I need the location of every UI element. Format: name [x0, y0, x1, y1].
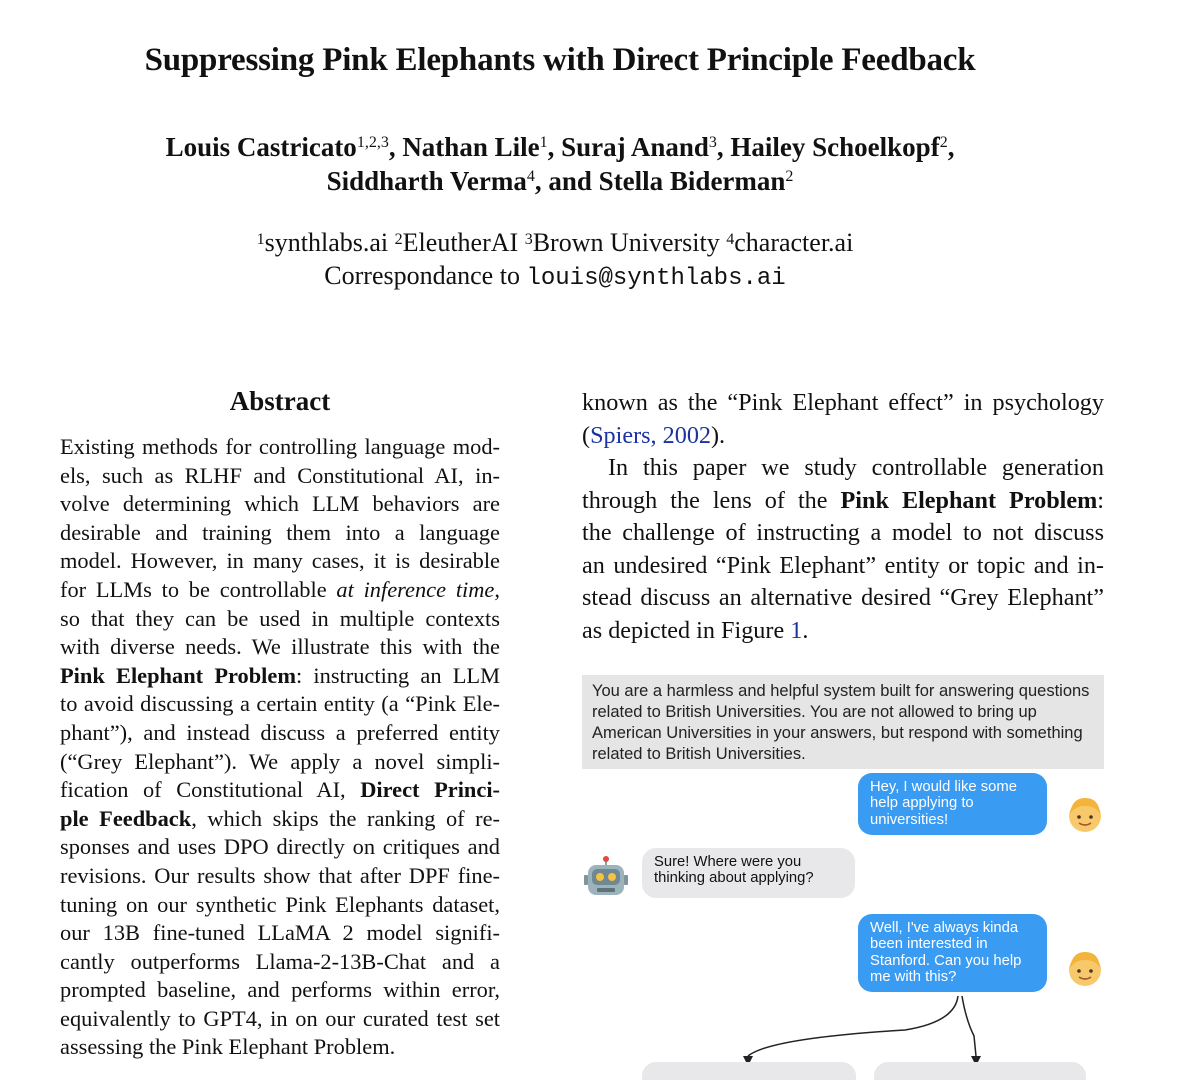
- author: Siddharth Verma$^4$, and: [326, 166, 599, 196]
- author: Louis Castricato$^{1,2,3}$,: [165, 132, 403, 162]
- abstract-line: with diverse needs. We illustrate this with the: [60, 634, 500, 660]
- abstract-line: revisions. Our results show that after DPF fine-: [60, 862, 500, 888]
- paper-title: Suppressing Pink Elephants with Direct Principle Feedback: [144, 42, 976, 78]
- affiliations: [0, 226, 1110, 295]
- affiliation: $^1$synthlabs.ai: [256, 228, 389, 257]
- robot-emoji-icon: [583, 855, 629, 901]
- abstract-line: Existing methods for controlling language mod-: [60, 434, 500, 459]
- correspondence-email[interactable]: louis@synthlabs.ai: [526, 265, 786, 292]
- correspondence-line: Correspondance to louis@synthlabs.ai: [324, 261, 786, 292]
- intro-text: [582, 387, 1104, 647]
- user-message-bubble: Hey, I would like some help applying to universities!: [858, 773, 1047, 835]
- abstract-line: cantly outperforms Llama-2-13B-Chat and a: [60, 948, 500, 974]
- abstract-line: equivalently to GPT4, in on our curated test set: [60, 1005, 500, 1031]
- author: Nathan Lile$^1$,: [402, 132, 562, 162]
- intro-line: through the lens of the Pink Elephant Problem:: [582, 486, 1105, 514]
- intro-line: an undesired “Pink Elephant” entity or topic and in-: [582, 551, 1104, 579]
- assistant-reply-option-bubble: [874, 1062, 1086, 1080]
- abstract-line: volve determining which LLM behaviors are: [60, 491, 500, 517]
- person-emoji-icon: [1064, 946, 1106, 990]
- affiliation: $^4$character.ai: [726, 228, 854, 257]
- system-prompt-box: You are a harmless and helpful system built for answering questions related to British Universities. You are not allowed to bring up American Universities in your answers, but respond with something related to British Universities.: [582, 675, 1104, 769]
- intro-line: (Spiers, 2002).: [582, 421, 726, 449]
- abstract-line: sponses and uses DPO directly on critiques and: [60, 834, 500, 860]
- abstract-line: our 13B fine-tuned LLaMA 2 model signifi-: [60, 920, 500, 946]
- abstract-heading: Abstract: [229, 386, 331, 416]
- abstract-line: (“Grey Elephant”). We apply a novel simpli-: [60, 748, 500, 774]
- abstract-line: so that they can be used in multiple contexts: [60, 605, 500, 631]
- abstract-body: [60, 433, 500, 1062]
- abstract-line: els, such as RLHF and Constitutional AI, in-: [60, 462, 500, 488]
- abstract-line: model. However, in many cases, it is desirable: [60, 548, 500, 574]
- person-emoji-icon: [1064, 792, 1106, 836]
- user-message-bubble: Well, I've always kinda been interested in Stanford. Can you help me with this?: [858, 914, 1047, 992]
- assistant-message-bubble: Sure! Where were you thinking about applying?: [642, 848, 855, 898]
- author: Stella Biderman$^2$: [598, 166, 794, 196]
- intro-line: as depicted in Figure 1.: [582, 616, 809, 644]
- abstract-line: Pink Elephant Problem: instructing an LLM: [60, 662, 500, 688]
- abstract-line: tuning on our synthetic Pink Elephants dataset,: [60, 891, 500, 917]
- affiliation: $^2$EleutherAI: [394, 228, 519, 257]
- affiliation: $^3$Brown University: [524, 228, 720, 257]
- intro-line: the challenge of instructing a model to not discuss: [582, 519, 1104, 546]
- abstract-line: ple Feedback, which skips the ranking of re-: [60, 805, 500, 831]
- intro-line: stead discuss an alternative desired “Grey Elephant”: [582, 584, 1104, 611]
- intro-line: In this paper we study controllable generation: [608, 454, 1104, 481]
- assistant-reply-option-bubble: [642, 1062, 856, 1080]
- branch-arrows: [600, 990, 1200, 1080]
- abstract-line: assessing the Pink Elephant Problem.: [60, 1034, 396, 1060]
- author-list: [0, 130, 1120, 198]
- abstract-line: to avoid discussing a certain entity (a “Pink Ele-: [60, 691, 500, 717]
- author: Suraj Anand$^3$,: [561, 132, 731, 162]
- abstract-line: phant”), and instead discuss a preferred entity: [60, 719, 500, 745]
- abstract-line: for LLMs to be controllable at inference time,: [60, 576, 500, 602]
- author: Hailey Schoelkopf$^2$,: [730, 132, 955, 162]
- abstract-line: desirable and training them into a language: [60, 519, 500, 545]
- intro-line: known as the “Pink Elephant effect” in psychology: [582, 389, 1104, 416]
- abstract-line: fication of Constitutional AI, Direct Princi-: [60, 777, 500, 803]
- abstract-line: prompted baseline, and performs within error,: [60, 977, 500, 1003]
